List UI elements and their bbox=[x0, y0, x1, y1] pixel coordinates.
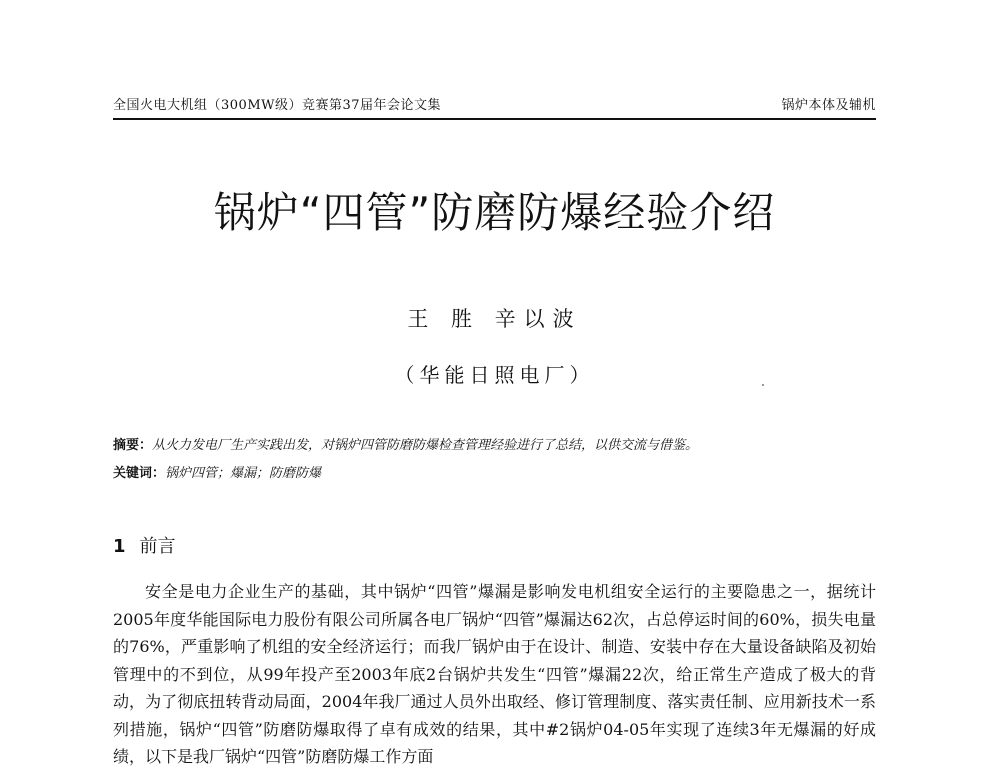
paper-title: 锅炉“四管”防磨防爆经验介绍 bbox=[213, 188, 776, 237]
header-proceedings-title: 全国火电大机组（300MW级）竞赛第37届年会论文集 bbox=[113, 98, 442, 113]
header-section-name: 锅炉本体及辅机 bbox=[781, 98, 876, 113]
paper-authors: 王 胜 辛以波 bbox=[407, 307, 582, 331]
abstract-text: 从火力发电厂生产实践出发，对锅炉四管防磨防爆检查管理经验进行了总结，以供交流与借鉴。 bbox=[152, 438, 699, 453]
section-number: 1 bbox=[113, 536, 126, 557]
header-rule bbox=[113, 118, 876, 120]
abstract-label: 摘要： bbox=[113, 438, 153, 453]
scan-speck bbox=[762, 384, 764, 386]
section-title: 前言 bbox=[139, 536, 176, 557]
keywords bbox=[113, 464, 876, 484]
keywords-label: 关键词： bbox=[113, 466, 166, 481]
running-header bbox=[113, 97, 876, 115]
body-paragraph: 安全是电力企业生产的基础，其中锅炉“四管”爆漏是影响发电机组安全运行的主要隐患之一，据统计2005年度华能国际电力股份有限公司所属各电厂锅炉“四管”爆漏达62次，占总停运时间的60%，损失电量的76%，严重影响了机组的安全经济运行；而我厂锅炉由于在设计、制造、安装中存在大量设备缺陷及初始管理中的不到位，从99年投产至2003年底2台锅炉共发生“四管”爆漏22次，给正常生产造成了极大的背动，为了彻底扭转背动局面，2004年我厂通过人员外出取经、修订管理制度、落实责任制、应用新技术一系列措施，锅炉“四管”防磨防爆取得了卓有成效的结果，其中#2锅炉04-05年实现了连续3年无爆漏的好成绩，以下是我厂锅炉“四管”防磨防爆工作方面 bbox=[113, 582, 876, 766]
paper-affiliation: （华能日照电厂） bbox=[394, 363, 595, 387]
abstract bbox=[113, 436, 876, 456]
section-heading bbox=[113, 535, 876, 559]
keywords-text: 锅炉四管；爆漏；防磨防爆 bbox=[165, 466, 322, 481]
